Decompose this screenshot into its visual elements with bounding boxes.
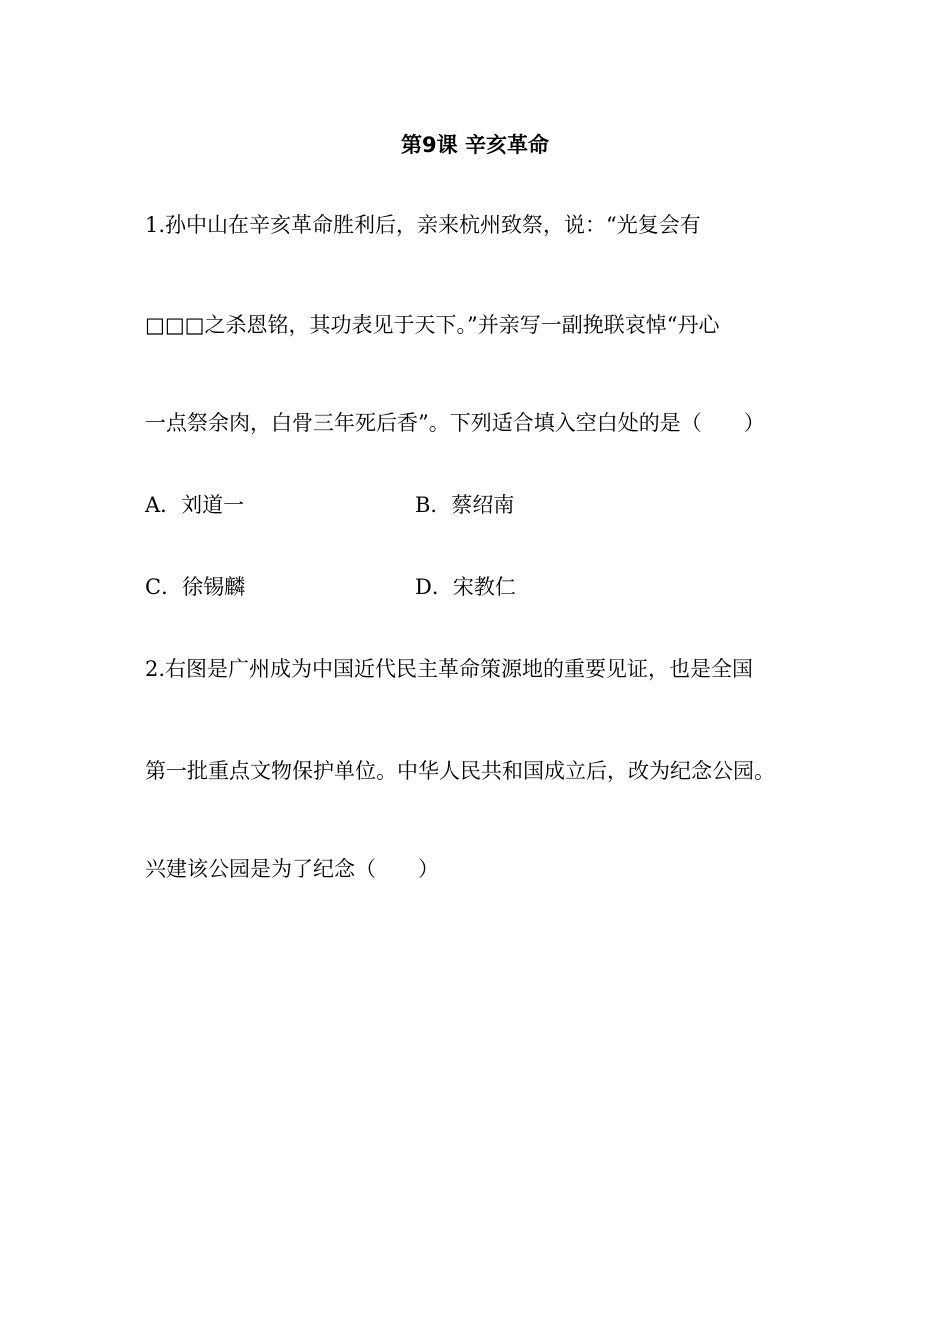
question-2-line-2: 第一批重点文物保护单位。中华人民共和国成立后，改为纪念公园。 — [145, 759, 775, 783]
question-2-line-1: 2.右图是广州成为中国近代民主革命策源地的重要见证，也是全国 — [145, 657, 754, 681]
question-1-option-d[interactable]: D．宋教仁 — [415, 575, 516, 599]
question-1-line-1: 1.孙中山在辛亥革命胜利后，亲来杭州致祭，说：“光复会有 — [145, 213, 701, 237]
question-1-option-a[interactable]: A．刘道一 — [145, 493, 245, 517]
question-1-option-c[interactable]: C．徐锡麟 — [145, 575, 246, 599]
question-2-line-3: 兴建该公园是为了纪念（ ） — [145, 857, 439, 881]
lesson-title: 第9课 辛亥革命 — [401, 133, 549, 157]
question-1-line-2: □□□之杀恩铭，其功表见于天下。”并亲写一副挽联哀悼“丹心 — [145, 313, 720, 337]
question-1-option-b[interactable]: B．蔡绍南 — [415, 493, 515, 517]
question-1-line-3: 一点祭余肉，白骨三年死后香”。下列适合填入空白处的是（ ） — [145, 411, 765, 435]
